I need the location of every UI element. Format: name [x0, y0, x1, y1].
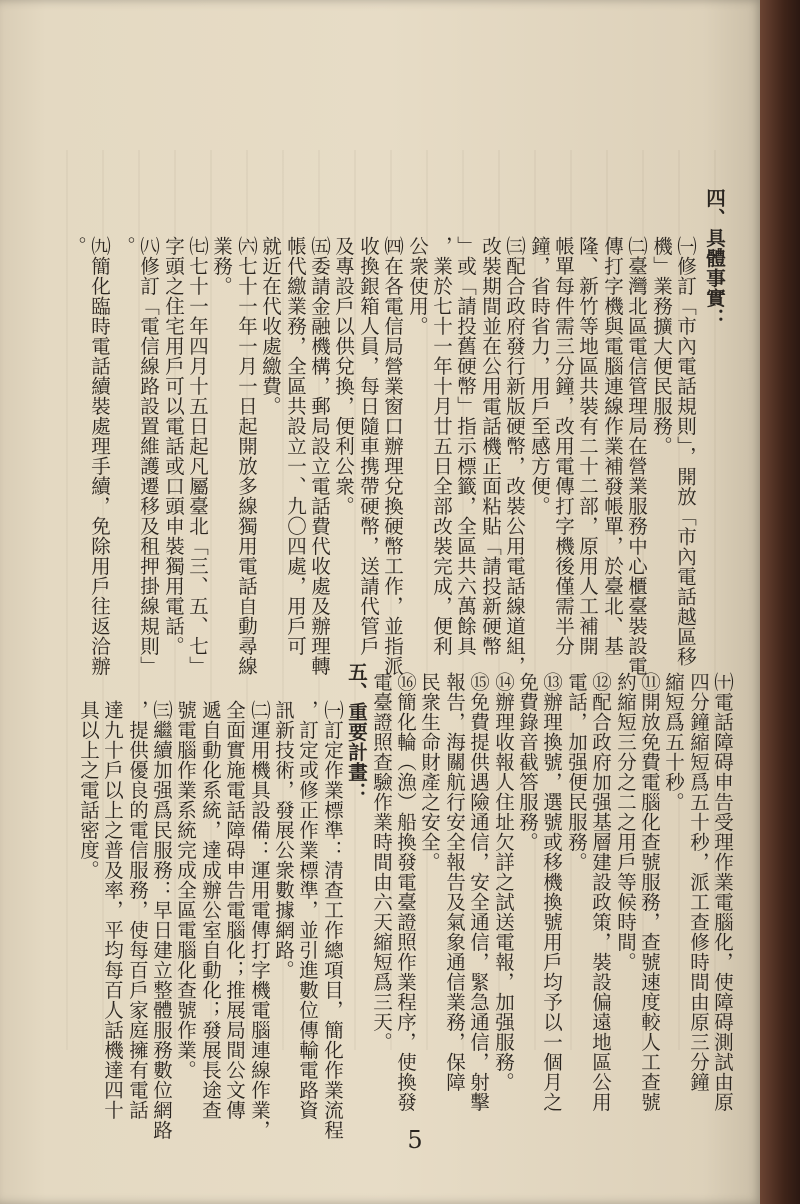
text-column: ，訂定或修正作業標準，並引進數位傳輸電路資 [296, 700, 319, 1120]
book-cover-edge [760, 0, 800, 1204]
text-column: ⑬辦理換號，選號或移機換號用戶均予以一個月之 [540, 672, 563, 1112]
text-column: 具以上之電話密度。 [77, 700, 100, 880]
text-column: ㈦七十一年四月十五日起凡屬臺北「三、五、七」 [186, 236, 209, 676]
text-column: 隆、新竹等地區共裝有二十二部，原用人工補開 [576, 236, 599, 656]
text-column: ㈧修訂「電信線路設置維護遷移及租押掛線規則」 [137, 236, 160, 676]
text-column: 全面實施電話障碍申告電腦化；推展局間公文傳 [223, 700, 246, 1120]
text-column: 鐘，省時省力，用戶至感方便。 [528, 236, 551, 516]
text-column: ㈩電話障碍申告受理作業電腦化，使障碍測試由原 [711, 672, 734, 1112]
text-column: ⑯簡化輪（漁）船換發電臺證照作業程序，使換發 [394, 672, 417, 1112]
text-column: ㈣在各電信局營業窗口辦理兌換硬幣工作，並指派 [381, 236, 404, 676]
text-column: 縮短爲五十秒。 [662, 672, 685, 812]
text-column: ，業於七十一年十月廿五日全部改裝完成，便利 [430, 236, 453, 656]
text-column: ㈨簡化臨時電話續裝處理手續，免除用戶往返洽辦 [88, 236, 111, 676]
text-column: ㈢繼續加强爲民服務：早日建立整體服務數位網路 [150, 700, 173, 1140]
text-column: ㈡臺灣北區電信管理局在營業服務中心櫃臺裝設電 [625, 236, 648, 676]
text-column: ，提供優良的電信服務，使每百戶家庭擁有電話 [126, 700, 149, 1120]
text-column: 遞自動化系統，達成辦公室自動化；發展長途查 [199, 700, 222, 1120]
text-column: 。 [113, 236, 136, 256]
text-column: 業務。 [210, 236, 233, 296]
text-column: 機」業務擴大便民服務。 [650, 236, 673, 456]
text-column: 收換銀箱人員，每日隨車携帶硬幣，送請代管戶 [357, 236, 380, 656]
text-column: 免費錄音截答服務。 [516, 672, 539, 852]
text-column: 改裝期間並在公用電話機正面粘貼「請投新硬幣 [479, 236, 502, 656]
text-column: ㈥七十一年一月一日起開放多線獨用電話自動尋線 [235, 236, 258, 676]
text-column: 。 [64, 236, 87, 256]
text-column: ㈤委請金融機構，郵局設立電話費代收處及辦理轉 [308, 236, 331, 676]
text-column: 報告，海關航行安全報告及氣象通信業務，保障 [443, 672, 466, 1092]
text-column: ㈢配合政府發行新版硬幣，改裝公用電話線道組， [503, 236, 526, 676]
text-column: 就近在代收處繳費。 [259, 236, 282, 416]
text-column: ㈠訂定作業標準：清查工作總項目，簡化作業流程 [321, 700, 344, 1140]
text-column: ⑮免費提供遇險通信，安全通信，緊急通信，射擊 [467, 672, 490, 1112]
text-column: 約縮短三分之二之用戶等候時間。 [614, 672, 637, 972]
page-number: 5 [407, 1126, 423, 1154]
text-column: 及專設戶以供兌換，便利公衆。 [332, 236, 355, 516]
text-column: 帳代繳業務，全區共設立一、九〇四處，用戶可 [284, 236, 307, 656]
text-column: 公衆使用。 [406, 236, 429, 336]
text-column: 電話，加强便民服務。 [565, 672, 588, 872]
text-column: 帳單每件需三分鐘，改用電傳打字機後僅需半分 [552, 236, 575, 656]
text-column: ㈠修訂「市內電話規則」，開放「市內電話越區移 [674, 236, 697, 667]
section-heading-4: 四、具體事實： [703, 188, 726, 328]
text-column: 電臺證照查驗作業時間由六天縮短爲三天。 [370, 672, 393, 1052]
text-column: 號電腦作業系統完成全區電腦化查號作業。 [174, 700, 197, 1080]
text-column: 訊新技術，發展公衆數據網路。 [272, 700, 295, 980]
text-column: 民衆生命財產之安全。 [418, 672, 441, 872]
text-column: ⑪開放免費電腦化查號服務，查號速度較人工查號 [638, 672, 661, 1112]
section-heading-5: 五、重要計畫： [345, 662, 368, 802]
text-column: ㈡運用機具設備：運用電傳打字機電腦連線作業， [248, 700, 271, 1140]
text-column: 四分鐘縮短爲五十秒，派工查修時間由原三分鐘 [687, 672, 710, 1092]
text-column: 傳打字機與電腦連線作業補發帳單，於臺北、基 [601, 236, 624, 656]
text-column: 達九十戶以上之普及率，平均每百人話機達四十 [101, 700, 124, 1120]
text-column: ⑭辦理收報人住址欠詳之試送電報，加强服務。 [492, 672, 515, 1092]
text-column: ⑫配合政府加强基層建設政策，裝設偏遠地區公用 [589, 672, 612, 1112]
text-column: 字頭之住宅用戶可以電話或口頭申裝獨用電話。 [162, 236, 185, 656]
text-column: 」或「請投舊硬幣」指示標籤，全區共六萬餘具 [454, 236, 477, 656]
